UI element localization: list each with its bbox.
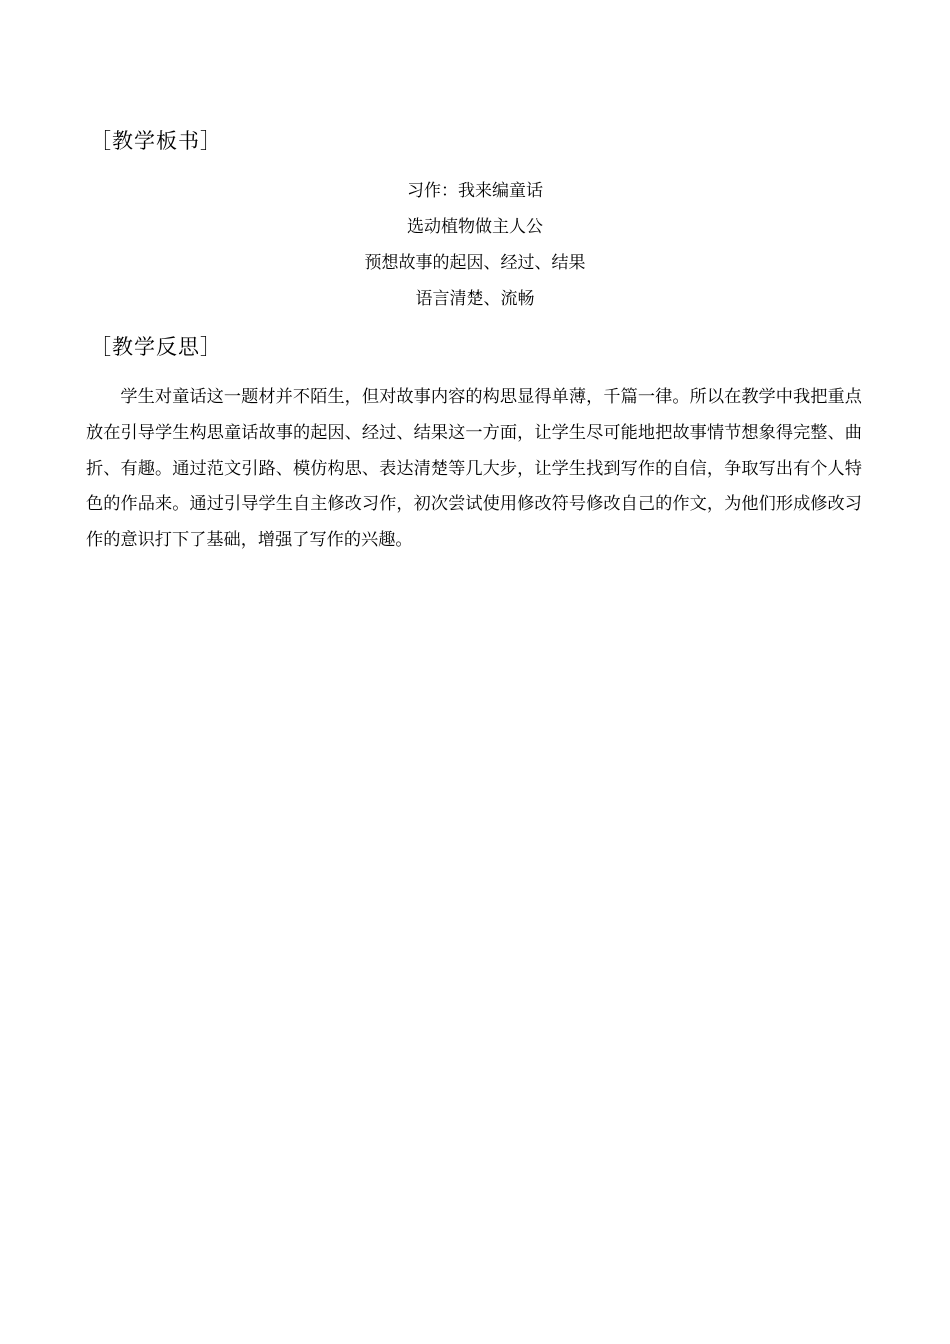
board-section-heading: ［教学板书］ <box>90 129 222 153</box>
reflection-section-heading: ［教学反思］ <box>90 335 222 359</box>
board-line-language: 语言清楚、流畅 <box>415 289 535 309</box>
board-line-title: 习作：我来编童话 <box>407 181 543 201</box>
blackboard-outline <box>0 176 950 320</box>
reflection-paragraph: 学生对童话这一题材并不陌生，但对故事内容的构思显得单薄，千篇一律。所以在教学中我把重点放在引导学生构思童话故事的起因、经过、结果这一方面，让学生尽可能地把故事情节想象得完整、曲折、有趣。通过范文引路、模仿构思、表达清楚等几大步，让学生找到写作的自信，争取写出有个人特色的作品来。通过引导学生自主修改习作，初次尝试使用修改符号修改自己的作文，为他们形成修改习作的意识打下了基础，增强了写作的兴趣。 <box>86 387 862 551</box>
board-line-plot: 预想故事的起因、经过、结果 <box>364 253 586 273</box>
board-line-protagonist: 选动植物做主人公 <box>407 217 543 237</box>
